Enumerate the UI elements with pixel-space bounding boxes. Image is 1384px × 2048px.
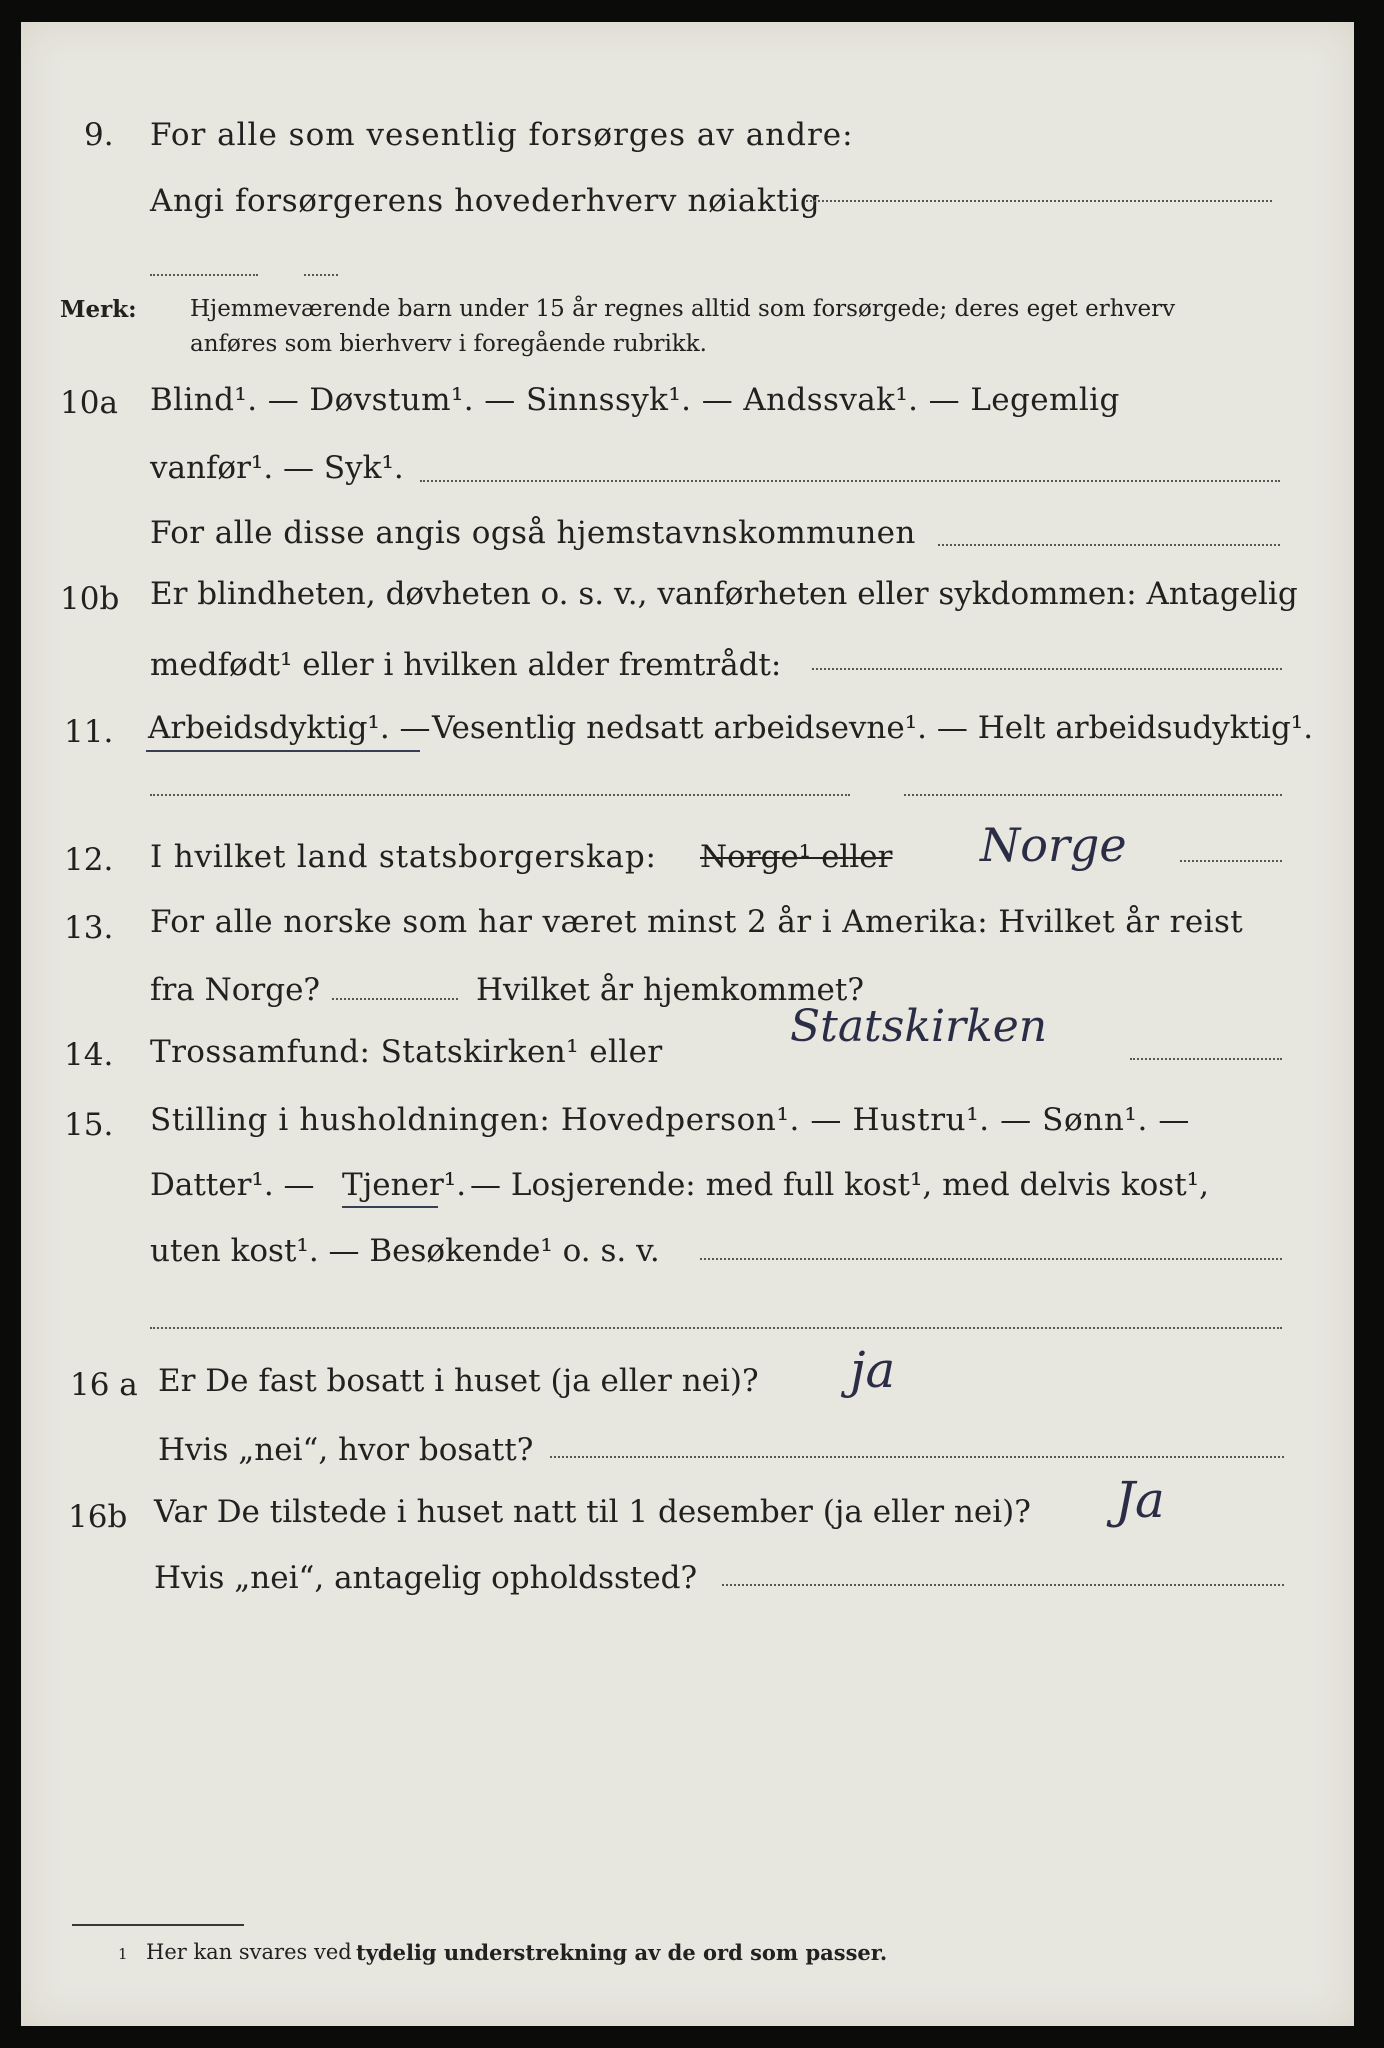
q10a-answer-line xyxy=(420,480,1280,482)
census-form-page xyxy=(21,22,1354,2026)
q10a-line3: For alle disse angis også hjemstavnskommunen xyxy=(150,515,916,551)
footnote-rule xyxy=(72,1924,244,1926)
q16b-line1: Var De tilstede i huset natt til 1 desember (ja eller nei)? xyxy=(154,1494,1031,1530)
q12-handwritten-answer: Norge xyxy=(980,818,1127,872)
q13-departure-line xyxy=(332,998,458,1000)
merk-line1: Hjemmeværende barn under 15 år regnes alltid som forsørgede; deres eget erhverv xyxy=(190,296,1176,322)
q10a-municipality-line xyxy=(938,544,1280,546)
q15-extra-line xyxy=(150,1327,1282,1329)
footnote-text-a: Her kan svares ved xyxy=(146,1940,352,1964)
q16a-number: 16 a xyxy=(70,1367,138,1403)
q11-rest: Vesentlig nedsatt arbeidsevne¹. — Helt arbeidsudyktig¹. xyxy=(432,710,1314,746)
q9-extra-line2 xyxy=(304,274,338,276)
q11-number: 11. xyxy=(64,714,114,750)
q13-line2b: Hvilket år hjemkommet? xyxy=(476,972,864,1008)
q15-option-tjener: Tjener¹. xyxy=(342,1167,467,1203)
q12-number: 12. xyxy=(64,842,114,878)
q14-handwritten-answer: Statskirken xyxy=(790,1001,1048,1052)
q9-answer-line xyxy=(806,200,1272,202)
q15-handwritten-underline xyxy=(342,1206,438,1208)
q9-number: 9. xyxy=(84,117,114,153)
q16a-answer-line xyxy=(550,1456,1284,1458)
q16a-line2: Hvis „nei“, hvor bosatt? xyxy=(158,1432,534,1468)
q10b-line2: medfødt¹ eller i hvilken alder fremtrådt: xyxy=(150,647,782,683)
q16b-number: 16b xyxy=(68,1499,128,1535)
q15-number: 15. xyxy=(64,1107,114,1143)
footnote-text-b: tydelig understrekning av de ord som passer. xyxy=(356,1940,888,1965)
q12-struck-option: Norge¹ eller xyxy=(700,839,893,875)
q9-extra-line xyxy=(150,274,258,276)
q11-option-arbeidsdyktig: Arbeidsdyktig¹. — xyxy=(148,710,431,746)
q16b-line2: Hvis „nei“, antagelig opholdssted? xyxy=(154,1560,698,1596)
q13-line1: For alle norske som har været minst 2 år i Amerika: Hvilket år reist xyxy=(150,904,1244,940)
q10a-number: 10a xyxy=(60,385,118,421)
q14-number: 14. xyxy=(64,1037,114,1073)
q14-answer-line xyxy=(1130,1058,1282,1060)
q15-line2c: — Losjerende: med full kost¹, med delvis kost¹, xyxy=(470,1167,1209,1203)
q15-line1: Stilling i husholdningen: Hovedperson¹. — Hustru¹. — Sønn¹. — xyxy=(150,1102,1190,1138)
q12-answer-line xyxy=(1180,860,1282,862)
q12-text: I hvilket land statsborgerskap: xyxy=(150,839,657,875)
q10b-line1: Er blindheten, døvheten o. s. v., vanførheten eller sykdommen: Antagelig xyxy=(150,576,1298,612)
merk-line2: anføres som bierhverv i foregående rubrikk. xyxy=(190,331,707,357)
q14-text: Trossamfund: Statskirken¹ eller xyxy=(150,1034,663,1070)
q16b-answer-line xyxy=(722,1584,1284,1586)
q10b-answer-line xyxy=(812,668,1282,670)
q13-number: 13. xyxy=(64,910,114,946)
q16a-handwritten-answer: ja xyxy=(850,1341,896,1399)
q15-line3: uten kost¹. — Besøkende¹ o. s. v. xyxy=(150,1233,660,1269)
q11-answer-line xyxy=(150,794,850,796)
q15-answer-line xyxy=(700,1258,1282,1260)
footnote-mark: 1 xyxy=(118,1945,128,1963)
q9-line2: Angi forsørgerens hovederhverv nøiaktig xyxy=(150,183,821,219)
q10a-line1: Blind¹. — Døvstum¹. — Sinnssyk¹. — Andssvak¹. — Legemlig xyxy=(150,382,1120,418)
q16a-line1: Er De fast bosatt i huset (ja eller nei)? xyxy=(158,1363,759,1399)
q9-line1: For alle som vesentlig forsørges av andre: xyxy=(150,117,854,153)
merk-label: Merk: xyxy=(60,296,137,323)
q11-handwritten-underline xyxy=(146,750,420,752)
q15-line2a: Datter¹. — xyxy=(150,1167,315,1203)
q10b-number: 10b xyxy=(60,581,120,617)
q16b-handwritten-answer: Ja xyxy=(1115,1471,1165,1529)
q10a-line2: vanfør¹. — Syk¹. xyxy=(150,450,404,486)
q13-line2a: fra Norge? xyxy=(150,972,321,1008)
q11-answer-line2 xyxy=(904,794,1282,796)
